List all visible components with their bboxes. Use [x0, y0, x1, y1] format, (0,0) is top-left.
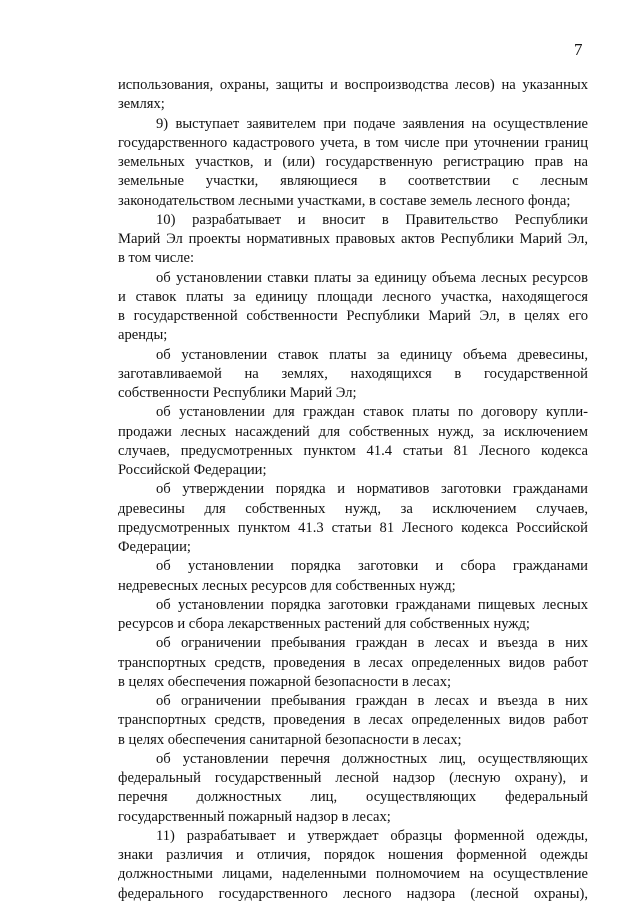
text-line: об установлении ставки платы за единицу объема лесных ресурсов — [156, 269, 588, 286]
text-line: об утверждении порядка и нормативов заготовки гражданами — [156, 481, 588, 498]
text-line: транспортных средств, проведения в лесах определенных видов работ — [118, 654, 588, 671]
text-line: государственного кадастрового учета, в том числе при уточнении границ — [118, 134, 588, 151]
text-line: перечня должностных лиц, осуществляющих федеральный — [118, 789, 588, 806]
text-line: аренды; — [118, 327, 168, 344]
page-number: 7 — [574, 40, 583, 59]
text-line: 11) разрабатывает и утверждает образцы форменной одежды, — [156, 827, 588, 844]
text-line: в том числе: — [118, 250, 195, 267]
text-line: в целях обеспечения пожарной безопасности в лесах; — [118, 673, 452, 690]
text-line: в целях обеспечения санитарной безопасности в лесах; — [118, 731, 462, 748]
text-line: использования, охраны, защиты и воспроизводства лесов) на указанных — [118, 77, 588, 93]
text-line: транспортных средств, проведения в лесах определенных видов работ — [118, 712, 588, 729]
document-body — [118, 76, 588, 904]
text-line: продажи лесных насаждений для собственных нужд, за исключением — [118, 423, 588, 440]
text-line: об ограничении пребывания граждан в лесах и въезда в них — [156, 635, 588, 652]
text-line: знаки различия и отличия, порядок ношения форменной одежды — [118, 847, 588, 863]
text-line: Марий Эл проекты нормативных правовых актов Республики Марий Эл, — [118, 231, 588, 247]
text-line: ресурсов и сбора лекарственных растений для собственных нужд; — [118, 616, 530, 632]
text-line: должностными лицами, наделенными полномочием на осуществление — [118, 866, 588, 883]
text-line: 10) разрабатывает и вносит в Правительство Республики — [156, 211, 588, 228]
text-line: земельных участков, и (или) государственную регистрацию прав на — [118, 154, 588, 170]
text-line: и ставок платы за единицу площади лесного участка, находящегося — [118, 288, 588, 305]
text-line: собственности Республики Марий Эл; — [118, 385, 357, 401]
text-line: в государственной собственности Республики Марий Эл, в целях его — [118, 308, 588, 324]
text-line: земельные участки, являющиеся в соответствии с лесным — [118, 173, 588, 190]
text-line: случаев, предусмотренных пунктом 41.4 статьи 81 Лесного кодекса — [118, 442, 588, 459]
text-line: об установлении для граждан ставок платы по договору купли- — [156, 404, 588, 421]
text-line: недревесных лесных ресурсов для собственных нужд; — [118, 577, 456, 594]
text-line: землях; — [118, 96, 165, 113]
text-line: законодательством лесными участками, в составе земель лесного фонда; — [118, 192, 571, 209]
text-line: заготавливаемой на землях, находящихся в государственной — [118, 365, 588, 382]
text-line: об установлении порядка заготовки и сбора гражданами — [156, 558, 588, 575]
text-line: об установлении ставок платы за единицу объема древесины, — [156, 346, 588, 363]
text-line: Федерации; — [118, 539, 191, 555]
text-line: Российской Федерации; — [118, 462, 267, 478]
text-line: об ограничении пребывания граждан в лесах и въезда в них — [156, 693, 588, 709]
text-line: об установлении порядка заготовки гражданами пищевых лесных — [156, 596, 588, 613]
text-line: предусмотренных пунктом 41.3 статьи 81 Лесного кодекса Российской — [118, 519, 588, 536]
text-line: федерального государственного лесного надзора (лесной охраны), — [118, 885, 588, 902]
text-line: федеральный государственный лесной надзор (лесную охрану), и — [118, 770, 588, 786]
text-line: об установлении перечня должностных лиц, осуществляющих — [156, 750, 588, 767]
text-line: древесины для собственных нужд, за исключением случаев, — [118, 500, 588, 517]
text-line: государственный пожарный надзор в лесах; — [118, 808, 391, 825]
text-line: 9) выступает заявителем при подаче заявления на осуществление — [156, 115, 588, 132]
